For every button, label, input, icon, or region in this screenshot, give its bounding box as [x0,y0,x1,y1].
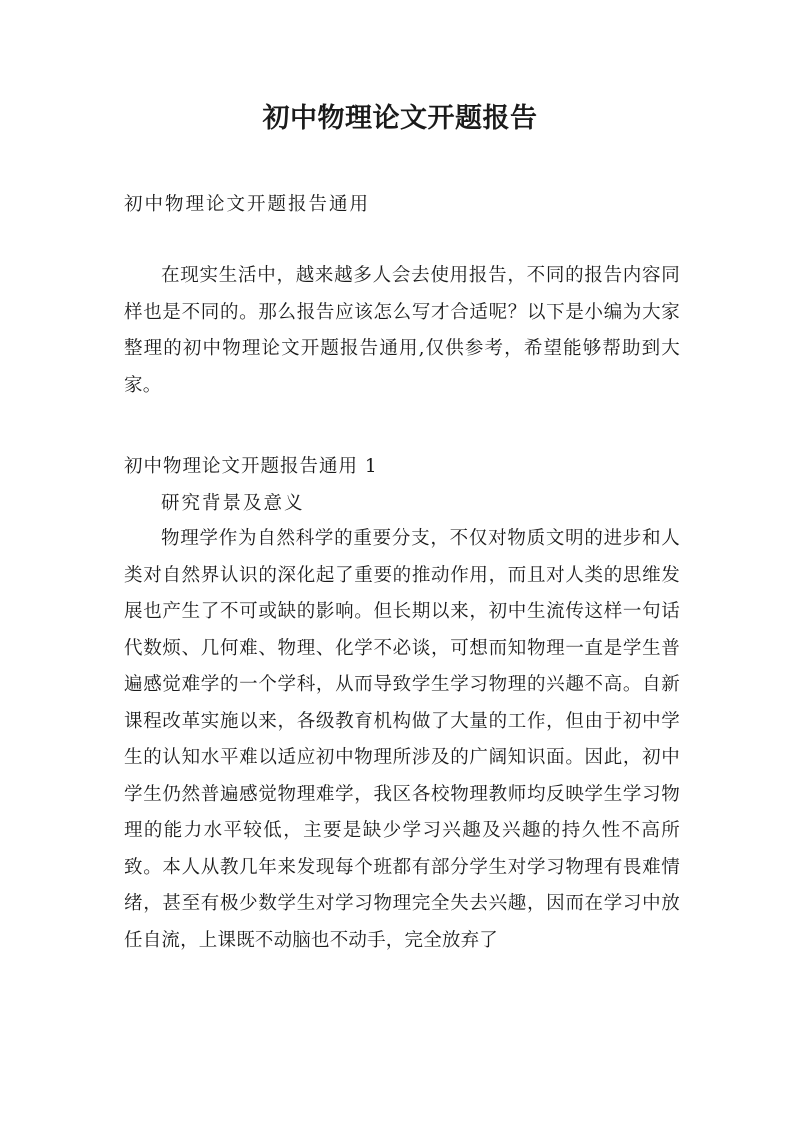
document-subtitle: 初中物理论文开题报告通用 [124,194,371,215]
section-heading: 初中物理论文开题报告通用 1 [124,456,378,477]
intro-paragraph: 在现实生活中，越来越多人会去使用报告，不同的报告内容同样也是不同的。那么报告应该怎么写才合适呢？以下是小编为大家整理的初中物理论文开题报告通用,仅供参考，希望能够帮助到大家。 [124,265,680,396]
sub-heading: 研究背景及意义 [161,493,305,514]
body-paragraph: 物理学作为自然科学的重要分支，不仅对物质文明的进步和人类对自然界认识的深化起了重要的推动作用，而且对人类的思维发展也产生了不可或缺的影响。但长期以来，初中生流传这样一句话代数烦、几何难、物理、化学不必谈，可想而知物理一直是学生普遍感觉难学的一个学科，从而导致学生学习物理的兴趣不高。自新课程改革实施以来，各级教育机构做了大量的工作，但由于初中学生的认知水平难以适应初中物理所涉及的广阔知识面。因此，初中学生仍然普遍感觉物理难学，我区各校物理教师均反映学生学习物理的能力水平较低，主要是缺少学习兴趣及兴趣的持久性不高所致。本人从教几年来发现每个班都有部分学生对学习物理有畏难情绪，甚至有极少数学生对学习物理完全失去兴趣，因而在学习中放任自流，上课既不动脑也不动手，完全放弃了 [124,528,680,951]
document-title: 初中物理论文开题报告 [262,103,538,134]
